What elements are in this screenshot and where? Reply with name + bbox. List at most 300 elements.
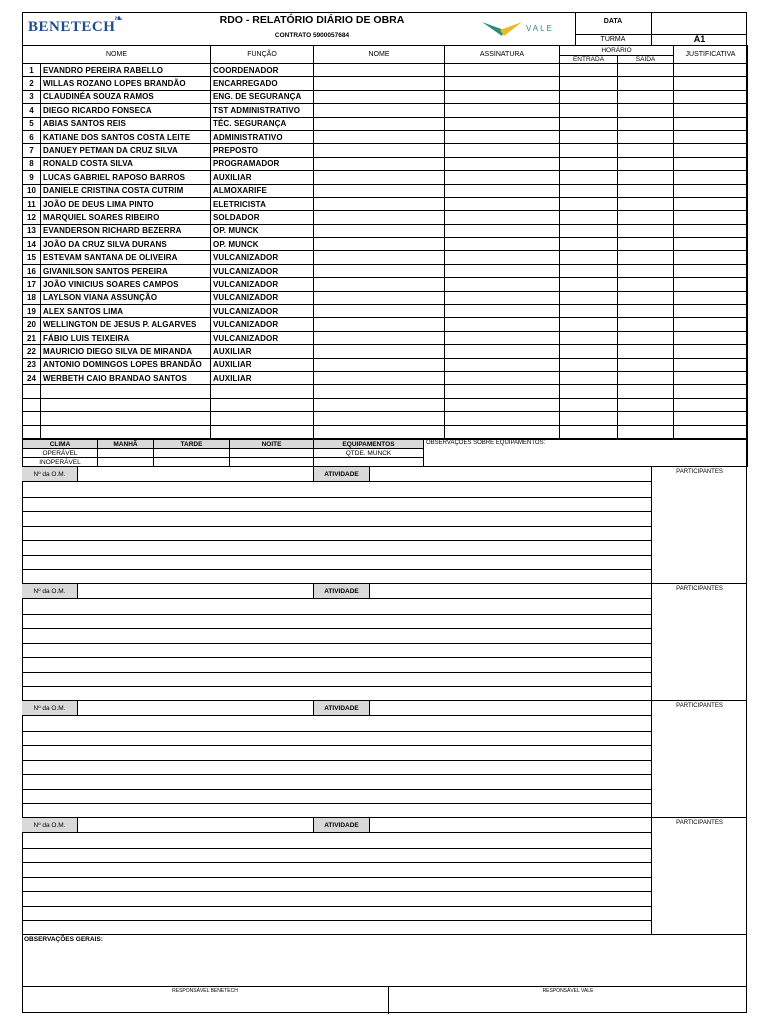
signature-name[interactable] (314, 238, 445, 251)
signature-name[interactable] (314, 90, 445, 103)
signature[interactable] (445, 291, 560, 304)
exit-time[interactable] (618, 371, 674, 384)
entry-time[interactable] (560, 331, 618, 344)
signature-name[interactable] (314, 224, 445, 237)
row-number: 15 (23, 251, 41, 264)
table-row (23, 264, 748, 277)
justification[interactable] (674, 238, 748, 251)
exit-time[interactable] (618, 238, 674, 251)
col-saida: SAÍDA (618, 56, 674, 64)
justification[interactable] (674, 104, 748, 117)
worker-name: JOÃO VINICIUS SOARES CAMPOS (41, 278, 211, 291)
tarde-header: TARDE (154, 440, 230, 449)
exit-time[interactable] (618, 318, 674, 331)
om-line[interactable] (22, 643, 652, 644)
table-row (23, 238, 748, 251)
signature[interactable] (445, 184, 560, 197)
table-row (23, 278, 748, 291)
exit-time[interactable] (618, 331, 674, 344)
table-row (23, 412, 748, 425)
justification[interactable] (674, 345, 748, 358)
worker-function: VULCANIZADOR (211, 318, 314, 331)
signature[interactable] (445, 157, 560, 170)
worker-function: OP. MUNCK (211, 238, 314, 251)
signature-name[interactable] (314, 358, 445, 371)
justification[interactable] (674, 130, 748, 143)
benetech-logo-text: BENETECH (28, 19, 116, 35)
justification[interactable] (674, 224, 748, 237)
justification[interactable] (674, 412, 748, 425)
om-line[interactable] (22, 628, 652, 629)
entry-time[interactable] (560, 358, 618, 371)
exit-time[interactable] (618, 184, 674, 197)
turma-value[interactable]: A1 (693, 34, 706, 44)
worker-function: ENG. DE SEGURANÇA (211, 90, 314, 103)
worker-name: LUCAS GABRIEL RAPOSO BARROS (41, 171, 211, 184)
signature[interactable] (445, 358, 560, 371)
signature[interactable] (445, 425, 560, 438)
table-row (23, 117, 748, 130)
worker-function: TÉC. SEGURANÇA (211, 117, 314, 130)
signature-name[interactable] (314, 77, 445, 90)
om-line[interactable] (22, 686, 652, 687)
justification[interactable] (674, 77, 748, 90)
signature[interactable] (445, 77, 560, 90)
table-row (23, 77, 748, 90)
participantes-label: PARTICIPANTES (676, 586, 723, 592)
om-line[interactable] (22, 526, 652, 527)
signature-name[interactable] (314, 104, 445, 117)
col-nome: NOME (23, 46, 211, 64)
entry-time[interactable] (560, 251, 618, 264)
exit-time[interactable] (618, 144, 674, 157)
manha-operavel[interactable] (98, 449, 154, 458)
table-row (23, 144, 748, 157)
om-section (22, 583, 747, 700)
manha-header: MANHÃ (98, 440, 154, 449)
row-number: 18 (23, 291, 41, 304)
worker-function: SOLDADOR (211, 211, 314, 224)
justification[interactable] (674, 251, 748, 264)
worker-name: RONALD COSTA SILVA (41, 157, 211, 170)
om-line[interactable] (22, 848, 652, 849)
row-number: 5 (23, 117, 41, 130)
om-line[interactable] (22, 789, 652, 790)
observacoes-gerais-label: OBSERVAÇÕES GERAIS: (24, 936, 103, 943)
atividade-field[interactable] (370, 818, 652, 833)
signature-name[interactable] (314, 371, 445, 384)
obs-equipamentos[interactable]: OBSERVAÇÕES SOBRE EQUIPAMENTOS: (424, 440, 748, 467)
row-number: 3 (23, 90, 41, 103)
justification[interactable] (674, 358, 748, 371)
row-number: 14 (23, 238, 41, 251)
om-line[interactable] (22, 760, 652, 761)
table-row (23, 104, 748, 117)
om-number-label: Nº da O.M. (22, 701, 78, 716)
col-entrada: ENTRADA (560, 56, 618, 64)
atividade-field[interactable] (370, 584, 652, 599)
entry-time[interactable] (560, 184, 618, 197)
data-field[interactable] (652, 12, 747, 34)
exit-time[interactable] (618, 211, 674, 224)
worker-name: JOÃO DE DEUS LIMA PINTO (41, 197, 211, 210)
page-title: RDO - RELATÓRIO DIÁRIO DE OBRA (219, 14, 405, 26)
om-line[interactable] (22, 862, 652, 863)
worker-function: VULCANIZADOR (211, 331, 314, 344)
entry-time[interactable] (560, 412, 618, 425)
entry-time[interactable] (560, 104, 618, 117)
entry-time[interactable] (560, 371, 618, 384)
om-line[interactable] (22, 657, 652, 658)
signature[interactable] (445, 345, 560, 358)
exit-time[interactable] (618, 345, 674, 358)
signature[interactable] (445, 211, 560, 224)
signature-name[interactable] (314, 264, 445, 277)
participantes-box[interactable] (651, 584, 747, 701)
signature[interactable] (445, 117, 560, 130)
worker-name: CLAUDINÉA SOUZA RAMOS (41, 90, 211, 103)
exit-time[interactable] (618, 77, 674, 90)
om-line[interactable] (22, 774, 652, 775)
worker-function: ALMOXARIFE (211, 184, 314, 197)
col-horario: HORÁRIO (560, 46, 674, 56)
om-line[interactable] (22, 877, 652, 878)
entry-time[interactable] (560, 130, 618, 143)
observacoes-gerais[interactable] (22, 934, 747, 986)
signature[interactable] (445, 90, 560, 103)
worker-function: VULCANIZADOR (211, 291, 314, 304)
om-line[interactable] (22, 614, 652, 615)
worker-function: PREPOSTO (211, 144, 314, 157)
worker-table (22, 63, 748, 439)
signature[interactable] (445, 398, 560, 411)
om-number-label: Nº da O.M. (22, 818, 78, 833)
entry-time[interactable] (560, 197, 618, 210)
participantes-label: PARTICIPANTES (676, 703, 723, 709)
worker-function: AUXILIAR (211, 358, 314, 371)
signature[interactable] (445, 305, 560, 318)
participantes-box[interactable] (651, 818, 747, 935)
exit-time[interactable] (618, 117, 674, 130)
justification[interactable] (674, 398, 748, 411)
worker-function: AUXILIAR (211, 371, 314, 384)
worker-name: WERBETH CAIO BRANDAO SANTOS (41, 371, 211, 384)
signature-name[interactable] (314, 157, 445, 170)
entry-time[interactable] (560, 117, 618, 130)
signature[interactable] (445, 64, 560, 77)
justification[interactable] (674, 90, 748, 103)
table-row (23, 358, 748, 371)
exit-time[interactable] (618, 157, 674, 170)
exit-time[interactable] (618, 130, 674, 143)
justification[interactable] (674, 144, 748, 157)
om-line[interactable] (22, 920, 652, 921)
clima-table (22, 439, 748, 467)
signature-name[interactable] (314, 117, 445, 130)
turma-label: TURMA (600, 36, 626, 43)
signature-name[interactable] (314, 291, 445, 304)
om-line[interactable] (22, 803, 652, 804)
om-line[interactable] (22, 672, 652, 673)
tarde-operavel[interactable] (154, 449, 230, 458)
worker-name: DANIELE CRISTINA COSTA CUTRIM (41, 184, 211, 197)
worker-function: VULCANIZADOR (211, 305, 314, 318)
justification[interactable] (674, 278, 748, 291)
worker-name: JOÃO DA CRUZ SILVA DURANS (41, 238, 211, 251)
entry-time[interactable] (560, 305, 618, 318)
om-number-field[interactable] (78, 701, 313, 716)
worker-name (41, 385, 211, 398)
signature-name[interactable] (314, 211, 445, 224)
om-section (22, 466, 747, 583)
signature-name[interactable] (314, 412, 445, 425)
om-number-field[interactable] (78, 467, 313, 482)
worker-name: FÁBIO LUIS TEIXEIRA (41, 331, 211, 344)
entry-time[interactable] (560, 157, 618, 170)
worker-function (211, 398, 314, 411)
exit-time[interactable] (618, 224, 674, 237)
worker-function: AUXILIAR (211, 171, 314, 184)
worker-function: PROGRAMADOR (211, 157, 314, 170)
exit-time[interactable] (618, 412, 674, 425)
atividade-field[interactable] (370, 701, 652, 716)
entry-time[interactable] (560, 224, 618, 237)
benetech-logo (28, 13, 138, 44)
entry-time[interactable] (560, 171, 618, 184)
worker-name (41, 412, 211, 425)
entry-time[interactable] (560, 398, 618, 411)
atividade-label: ATIVIDADE (313, 818, 370, 833)
participantes-box[interactable] (651, 701, 747, 818)
clima-header: CLIMA (23, 440, 98, 449)
om-line[interactable] (22, 731, 652, 732)
entry-time[interactable] (560, 278, 618, 291)
participantes-label: PARTICIPANTES (676, 820, 723, 826)
entry-time[interactable] (560, 385, 618, 398)
atividade-label: ATIVIDADE (313, 584, 370, 599)
worker-function: VULCANIZADOR (211, 251, 314, 264)
signature[interactable] (445, 412, 560, 425)
signature[interactable] (445, 130, 560, 143)
signature-name[interactable] (314, 305, 445, 318)
signature-name[interactable] (314, 318, 445, 331)
signature-name[interactable] (314, 130, 445, 143)
om-number-field[interactable] (78, 818, 313, 833)
justification[interactable] (674, 64, 748, 77)
entry-time[interactable] (560, 64, 618, 77)
exit-time[interactable] (618, 385, 674, 398)
table-row (23, 345, 748, 358)
participantes-box[interactable] (651, 467, 747, 584)
entry-time[interactable] (560, 291, 618, 304)
row-number: 17 (23, 278, 41, 291)
entry-time[interactable] (560, 77, 618, 90)
om-line[interactable] (22, 497, 652, 498)
entry-time[interactable] (560, 425, 618, 438)
justification[interactable] (674, 211, 748, 224)
row-number: 24 (23, 371, 41, 384)
signature[interactable] (445, 104, 560, 117)
signature-name[interactable] (314, 144, 445, 157)
om-line[interactable] (22, 906, 652, 907)
justification[interactable] (674, 331, 748, 344)
responsavel-vale: RESPONSÁVEL VALE (542, 988, 594, 994)
atividade-field[interactable] (370, 467, 652, 482)
justification[interactable] (674, 371, 748, 384)
worker-name: DANUEY PETMAN DA CRUZ SILVA (41, 144, 211, 157)
signature[interactable] (445, 171, 560, 184)
vale-logo-icon (482, 20, 522, 38)
table-row (23, 385, 748, 398)
exit-time[interactable] (618, 251, 674, 264)
signature-name[interactable] (314, 398, 445, 411)
row-number: 2 (23, 77, 41, 90)
table-row (23, 398, 748, 411)
entry-time[interactable] (560, 90, 618, 103)
signature-name[interactable] (314, 385, 445, 398)
table-row (23, 331, 748, 344)
justification[interactable] (674, 157, 748, 170)
table-row (23, 90, 748, 103)
signature-name[interactable] (314, 331, 445, 344)
row-number (23, 385, 41, 398)
col-justificativa: JUSTIFICATIVA (674, 46, 748, 64)
om-line[interactable] (22, 540, 652, 541)
atividade-label: ATIVIDADE (313, 467, 370, 482)
exit-time[interactable] (618, 64, 674, 77)
signature-name[interactable] (314, 184, 445, 197)
worker-name: EVANDERSON RICHARD BEZERRA (41, 224, 211, 237)
entry-time[interactable] (560, 238, 618, 251)
row-number (23, 398, 41, 411)
worker-name: DIEGO RICARDO FONSECA (41, 104, 211, 117)
signature[interactable] (445, 238, 560, 251)
row-number: 11 (23, 197, 41, 210)
exit-time[interactable] (618, 278, 674, 291)
row-number: 13 (23, 224, 41, 237)
worker-function (211, 412, 314, 425)
exit-time[interactable] (618, 358, 674, 371)
om-line[interactable] (22, 511, 652, 512)
signature[interactable] (445, 144, 560, 157)
signature-name[interactable] (314, 425, 445, 438)
row-number: 22 (23, 345, 41, 358)
worker-function: ADMINISTRATIVO (211, 130, 314, 143)
worker-name: ABIAS SANTOS REIS (41, 117, 211, 130)
worker-name (41, 398, 211, 411)
signature[interactable] (445, 371, 560, 384)
worker-function: TST ADMINISTRATIVO (211, 104, 314, 117)
worker-name (41, 425, 211, 438)
exit-time[interactable] (618, 197, 674, 210)
worker-name: LAYLSON VIANA ASSUNÇÃO (41, 291, 211, 304)
exit-time[interactable] (618, 264, 674, 277)
noite-header: NOITE (230, 440, 314, 449)
exit-time[interactable] (618, 425, 674, 438)
om-line[interactable] (22, 891, 652, 892)
justification[interactable] (674, 291, 748, 304)
justification[interactable] (674, 385, 748, 398)
signature[interactable] (445, 278, 560, 291)
justification[interactable] (674, 305, 748, 318)
table-row (23, 130, 748, 143)
worker-function: VULCANIZADOR (211, 278, 314, 291)
exit-time[interactable] (618, 291, 674, 304)
om-number-field[interactable] (78, 584, 313, 599)
noite-operavel[interactable] (230, 449, 314, 458)
signature-name[interactable] (314, 171, 445, 184)
om-number-label: Nº da O.M. (22, 584, 78, 599)
justification[interactable] (674, 117, 748, 130)
table-row (23, 291, 748, 304)
col-assinatura: ASSINATURA (445, 46, 560, 64)
signature[interactable] (445, 197, 560, 210)
justification[interactable] (674, 171, 748, 184)
signature[interactable] (445, 224, 560, 237)
om-number-label: Nº da O.M. (22, 467, 78, 482)
signature-name[interactable] (314, 197, 445, 210)
om-line[interactable] (22, 569, 652, 570)
signature-name[interactable] (314, 278, 445, 291)
signature-name[interactable] (314, 345, 445, 358)
entry-time[interactable] (560, 264, 618, 277)
inoperavel-label: INOPERÁVEL (23, 458, 98, 467)
exit-time[interactable] (618, 104, 674, 117)
signature[interactable] (445, 251, 560, 264)
worker-function: AUXILIAR (211, 345, 314, 358)
justification[interactable] (674, 184, 748, 197)
om-line[interactable] (22, 745, 652, 746)
signature-row (22, 986, 747, 1013)
exit-time[interactable] (618, 171, 674, 184)
row-number (23, 425, 41, 438)
entry-time[interactable] (560, 318, 618, 331)
equipamentos-header: EQUIPAMENTOS (314, 440, 424, 449)
row-number: 6 (23, 130, 41, 143)
row-number: 20 (23, 318, 41, 331)
worker-name: EVANDRO PEREIRA RABELLO (41, 64, 211, 77)
signature[interactable] (445, 318, 560, 331)
om-line[interactable] (22, 555, 652, 556)
justification[interactable] (674, 425, 748, 438)
justification[interactable] (674, 318, 748, 331)
signature-name[interactable] (314, 64, 445, 77)
exit-time[interactable] (618, 305, 674, 318)
signature[interactable] (445, 331, 560, 344)
row-number: 1 (23, 64, 41, 77)
signature-name[interactable] (314, 251, 445, 264)
worker-name: ESTEVAM SANTANA DE OLIVEIRA (41, 251, 211, 264)
justification[interactable] (674, 264, 748, 277)
worker-name: ALEX SANTOS LIMA (41, 305, 211, 318)
table-row (23, 64, 748, 77)
worker-function: VULCANIZADOR (211, 264, 314, 277)
row-number: 7 (23, 144, 41, 157)
vale-logo-text: VALE (526, 24, 554, 33)
worker-function: ELETRICISTA (211, 197, 314, 210)
contract-number: CONTRATO 5900057684 (274, 32, 350, 39)
responsavel-benetech: RESPONSÁVEL BENETECH (172, 988, 238, 994)
entry-time[interactable] (560, 144, 618, 157)
justification[interactable] (674, 197, 748, 210)
signature[interactable] (445, 385, 560, 398)
signature[interactable] (445, 264, 560, 277)
exit-time[interactable] (618, 90, 674, 103)
entry-time[interactable] (560, 345, 618, 358)
table-row (23, 184, 748, 197)
exit-time[interactable] (618, 398, 674, 411)
entry-time[interactable] (560, 211, 618, 224)
